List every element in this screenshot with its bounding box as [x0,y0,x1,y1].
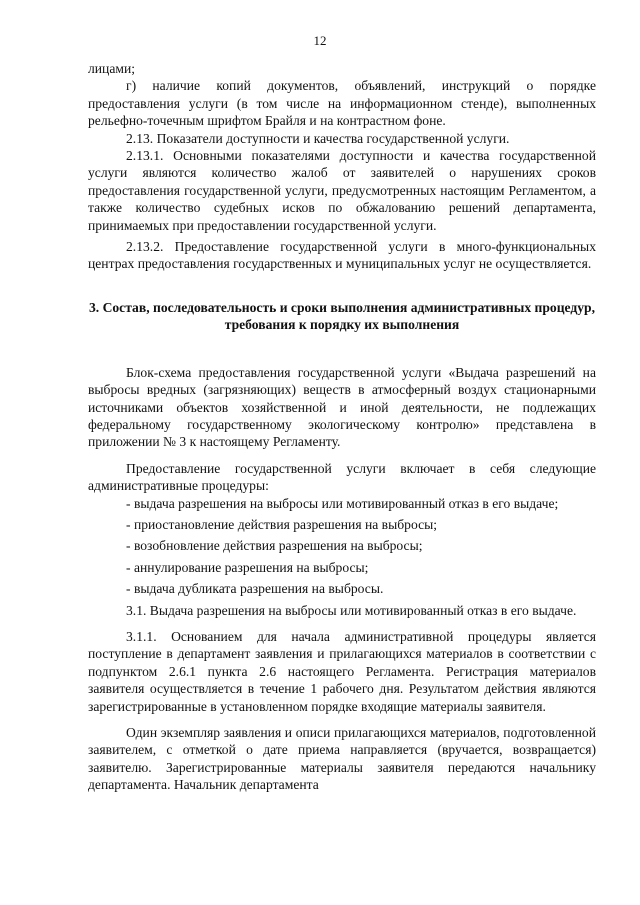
section-2-13-title: 2.13. Показатели доступности и качества государственной услуги. [126,130,510,146]
paragraph-procedures-intro: Предоставление государственной услуги включает в себя следующие административные процедуры: [88,460,596,494]
paragraph-flowchart: Блок-схема предоставления государственной услуги «Выдача разрешений на выбросы вредных (загрязняющих) веществ в атмосферный воздух стационарными источниками объектов хозяйственной и иной деятельности, не подлежащих федеральному государственному экологическому контролю» представлена в приложении № 3 к настоящему Регламенту. [88,364,596,450]
list-item-suspend: - приостановление действия разрешения на выбросы; [88,516,596,533]
list-item-issue-permit: - выдача разрешения на выбросы или мотивированный отказ в его выдаче; [88,495,596,512]
paragraph-braille-documents: г) наличие копий документов, объявлений, инструкций о порядке предоставления услуги (в том числе на информационном стенде), выполненных рельефно-точечным шрифтом Брайля и на контрастном фоне. [88,78,596,129]
section-3-1-title: 3.1. Выдача разрешения на выбросы или мотивированный отказ в его выдаче. [126,602,577,618]
list-item-resume: - возобновление действия разрешения на выбросы; [88,537,596,554]
paragraph-fragment: лицами; [88,61,136,76]
paragraph-3-1-1: 3.1.1. Основанием для начала административной процедуры является поступление в департамент заявления и прилагающихся материалов в соответствии с подпунктом 2.6.1 пункта 2.6 настоящего Регламента. Регистрация материалов заявителя осуществляется в течение 1 рабочего дня. Результатом действия являются зарегистрированные в установленном порядке входящие материалы заявителя. [88,628,596,714]
list-item-duplicate: - выдача дубликата разрешения на выбросы. [88,580,596,597]
paragraph-copy-of-application: Один экземпляр заявления и описи прилагающихся материалов, подготовленной заявителем, с отметкой о дате приема направляется (вручается, возвращается) заявителю. Зарегистрированные материалы заявителя передаются начальнику департамента. Начальник департамента [88,725,596,793]
paragraph-2-13-1: 2.13.1. Основными показателями доступности и качества государственной услуги являются количество жалоб от заявителей о нарушениях сроков предоставления государственной услуги, предусмотренных настоящим Регламентом, а также количество судебных исков по обжалованию решений департамента, принимаемых при предоставлении государственной услуги. [88,148,596,233]
list-item-annul: - аннулирование разрешения на выбросы; [88,559,596,576]
section-3-heading: 3. Состав, последовательность и сроки выполнения административных процедур, требования к порядку их выполнения [88,299,596,333]
document-body [88,60,596,794]
page-number: 12 [313,33,327,48]
paragraph-2-13-2: 2.13.2. Предоставление государственной услуги в много-функциональных центрах предоставления государственных и муниципальных услуг не осуществляется. [88,239,596,272]
